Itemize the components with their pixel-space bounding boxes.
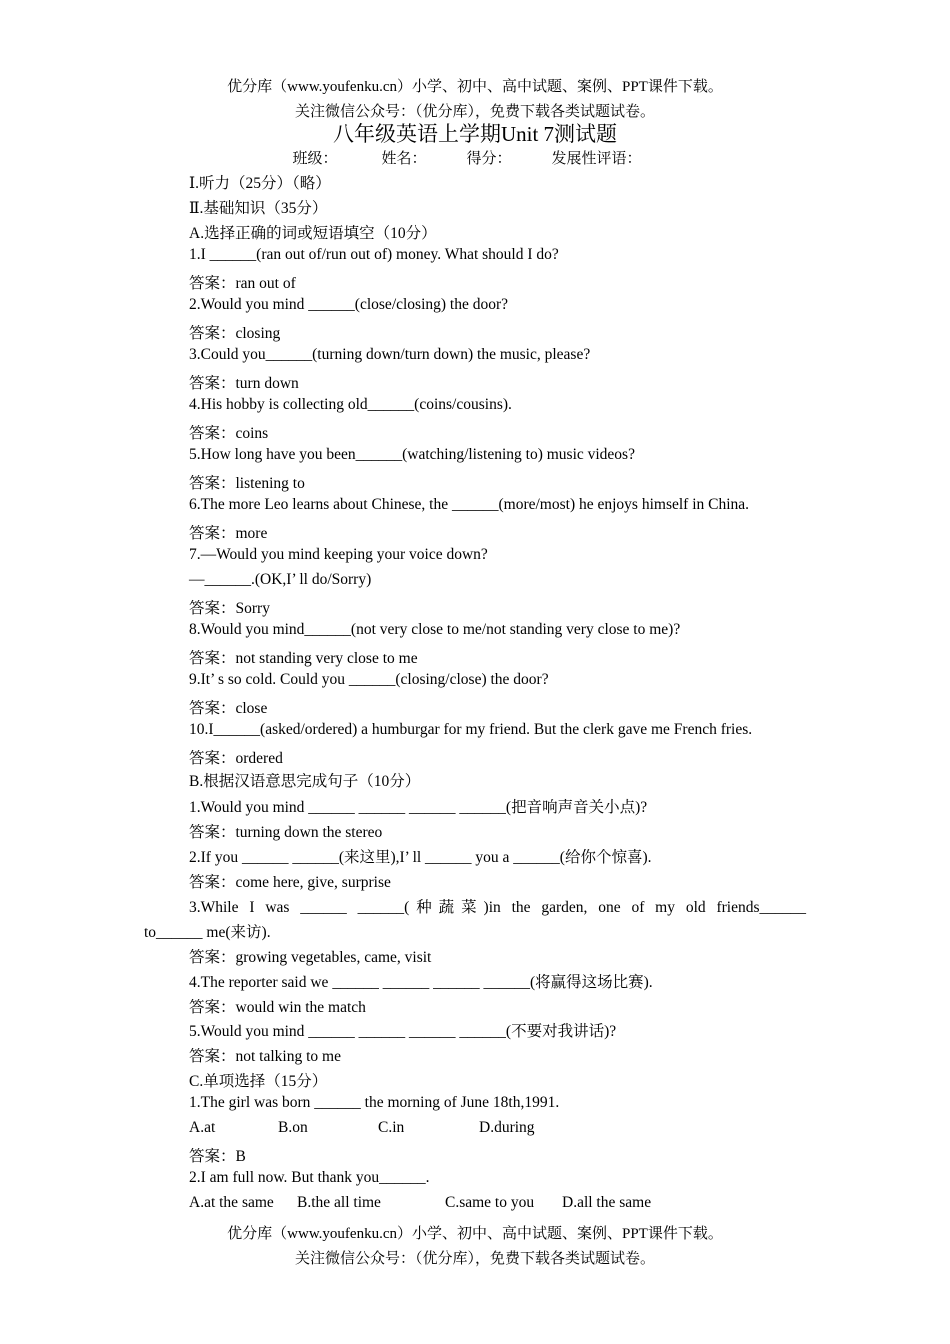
answer: 答案：more <box>189 525 268 542</box>
options-row <box>189 1119 535 1137</box>
question: 2.Would you mind ______(close/closing) the door? <box>189 296 509 313</box>
answer: 答案：come here, give, surprise <box>189 874 391 891</box>
question: 3.Could you______(turning down/turn down) the music, please? <box>189 346 591 363</box>
class-label: 班级： <box>292 151 338 167</box>
question: 4.The reporter said we ______ ______ ______ ______(将赢得这场比赛). <box>189 974 653 991</box>
option-c: C.in <box>378 1119 405 1136</box>
answer: 答案：not talking to me <box>189 1048 341 1065</box>
question: 1.The girl was born ______ the morning of June 18th,1991. <box>189 1094 560 1111</box>
question-wrapped-line: 3.While I was ______ ______(种蔬菜)in the garden, one of my old friends______ <box>189 899 806 916</box>
options-row <box>189 1194 651 1212</box>
option-d: D.all the same <box>562 1194 652 1211</box>
subsection-heading: A.选择正确的词或短语填空（10分） <box>189 225 437 242</box>
question: 5.Would you mind ______ ______ ______ ______(不要对我讲话)? <box>189 1023 617 1040</box>
student-info <box>0 147 950 168</box>
footer-line-1: 优分库（www.youfenku.cn）小学、初中、高中试题、案例、PPT课件下载。 <box>227 1226 723 1242</box>
question: 9.It’ s so cold. Could you ______(closing/close) the door? <box>189 671 549 688</box>
option-b: B.on <box>278 1119 308 1136</box>
subsection-heading: B.根据汉语意思完成句子（10分） <box>189 773 421 790</box>
option-b: B.the all time <box>297 1194 381 1211</box>
answer: 答案：Sorry <box>189 600 270 617</box>
footer-line-2: 关注微信公众号：（优分库），免费下载各类试题试卷。 <box>294 1251 655 1267</box>
answer: 答案：not standing very close to me <box>189 650 418 667</box>
header-line-1: 优分库（www.youfenku.cn）小学、初中、高中试题、案例、PPT课件下载。 <box>227 79 723 95</box>
question: 6.The more Leo learns about Chinese, the ______(more/most) he enjoys himself in China. <box>189 496 750 513</box>
score-label: 得分： <box>466 151 512 167</box>
answer: 答案：closing <box>189 325 281 342</box>
answer: 答案：growing vegetables, came, visit <box>189 949 432 966</box>
answer: 答案：coins <box>189 425 269 442</box>
section-heading: Ⅱ.基础知识（35分） <box>189 200 328 217</box>
answer: 答案：turn down <box>189 375 299 392</box>
question: 8.Would you mind______(not very close to me/not standing very close to me)? <box>189 621 681 638</box>
comment-label: 发展性评语： <box>551 151 642 167</box>
option-a: A.at the same <box>189 1194 274 1211</box>
answer: 答案：close <box>189 700 268 717</box>
header-line-2: 关注微信公众号：（优分库），免费下载各类试题试卷。 <box>294 104 655 120</box>
question: 7.—Would you mind keeping your voice down? <box>189 546 488 563</box>
question: 1.I ______(ran out of/run out of) money. What should I do? <box>189 246 559 263</box>
question: 4.His hobby is collecting old______(coins/cousins). <box>189 396 512 413</box>
question-reply: —______.(OK,I’ ll do/Sorry) <box>189 571 372 588</box>
subsection-heading: C.单项选择（15分） <box>189 1073 328 1090</box>
page-title: 八年级英语上学期Unit 7测试题 <box>332 122 618 146</box>
section-heading: Ⅰ.听力（25分）（略） <box>189 175 331 192</box>
option-c: C.same to you <box>445 1194 535 1211</box>
answer: 答案：B <box>189 1148 246 1165</box>
name-label: 姓名： <box>381 151 427 167</box>
answer: 答案：turning down the stereo <box>189 824 383 841</box>
question: 5.How long have you been______(watching/listening to) music videos? <box>189 446 635 463</box>
answer: 答案：would win the match <box>189 999 366 1016</box>
option-a: A.at <box>189 1119 216 1136</box>
question: 2.If you ______ ______(来这里),I’ ll ______ you a ______(给你个惊喜). <box>189 849 652 866</box>
answer: 答案：ordered <box>189 750 283 767</box>
question: 1.Would you mind ______ ______ ______ ______(把音响声音关小点)? <box>189 799 648 816</box>
answer: 答案：ran out of <box>189 275 296 292</box>
answer: 答案：listening to <box>189 475 305 492</box>
question: 10.I______(asked/ordered) a humburgar for my friend. But the clerk gave me French fries. <box>189 721 753 738</box>
question-continuation: to______ me(来访). <box>144 924 271 941</box>
question: 2.I am full now. But thank you______. <box>189 1169 430 1186</box>
option-d: D.during <box>479 1119 535 1136</box>
